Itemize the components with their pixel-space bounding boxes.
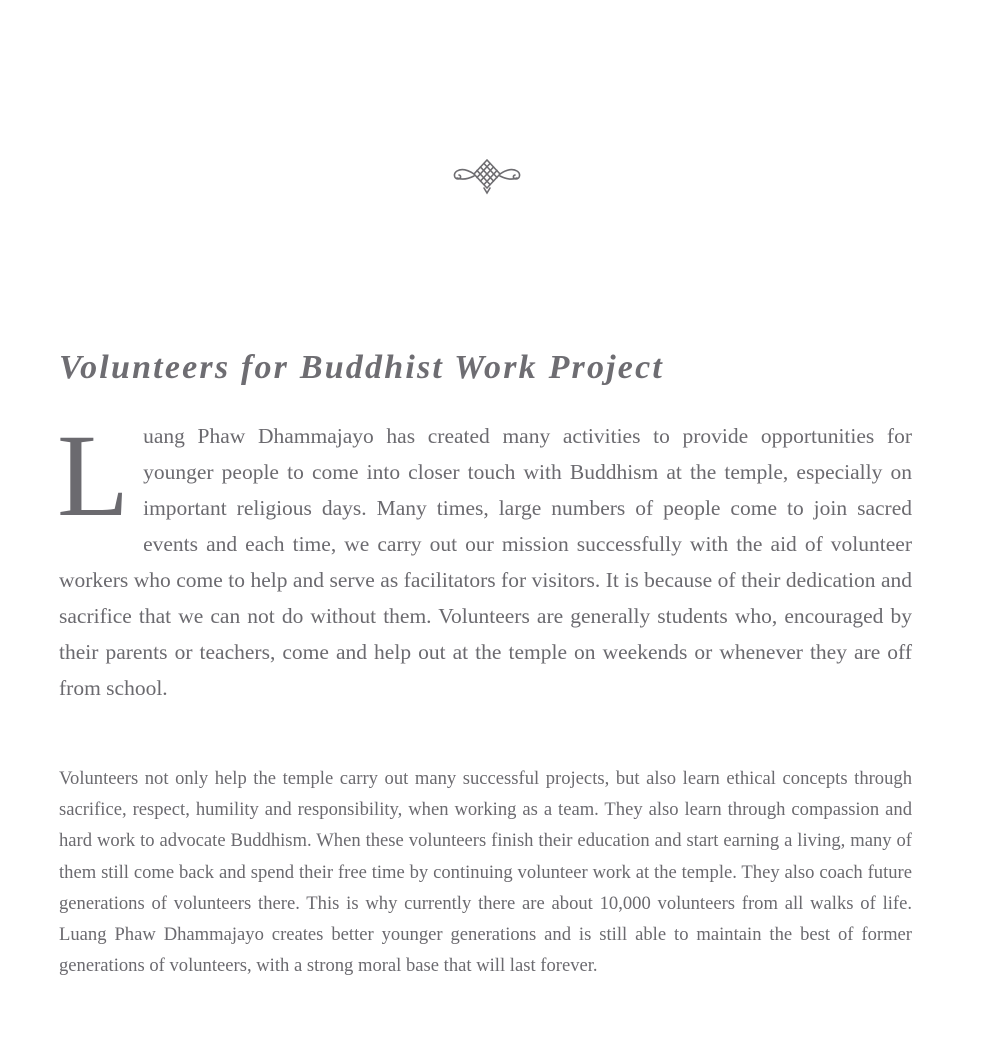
lead-paragraph-text: uang Phaw Dhammajayo has created many activities to provide opportunities for younger people to come into closer touch with Buddhism at the temple, especially on important religious days. Many times, large numbers of people come to join sacred events and each time, we carry out our mission successfully with the aid of volunteer workers who come to help and serve as facilitators for visitors. It is because of their dedication and sacrifice that we can not do without them. Volunteers are generally students who, encouraged by their parents or teachers, come and help out at the temple on weekends or whenever they are off from school. bbox=[59, 424, 912, 700]
knot-ornament-icon bbox=[448, 155, 526, 197]
page-title: Volunteers for Buddhist Work Project bbox=[59, 349, 665, 386]
second-paragraph: Volunteers not only help the temple carry out many successful projects, but also learn ethical concepts through sacrifice, respect, humility and responsibility, when working as a team. They also learn through compassion and hard work to advocate Buddhism. When these volunteers finish their education and start earning a living, many of them still come back and spend their free time by continuing volunteer work at the temple. They also coach future generations of volunteers there. This is why currently there are about 10,000 volunteers from all walks of life. Luang Phaw Dhammajayo creates better younger generations and is still able to maintain the best of former generations of volunteers, with a strong moral base that will last forever. bbox=[59, 768, 912, 977]
drop-cap: L bbox=[57, 410, 130, 541]
lead-paragraph bbox=[57, 410, 912, 706]
